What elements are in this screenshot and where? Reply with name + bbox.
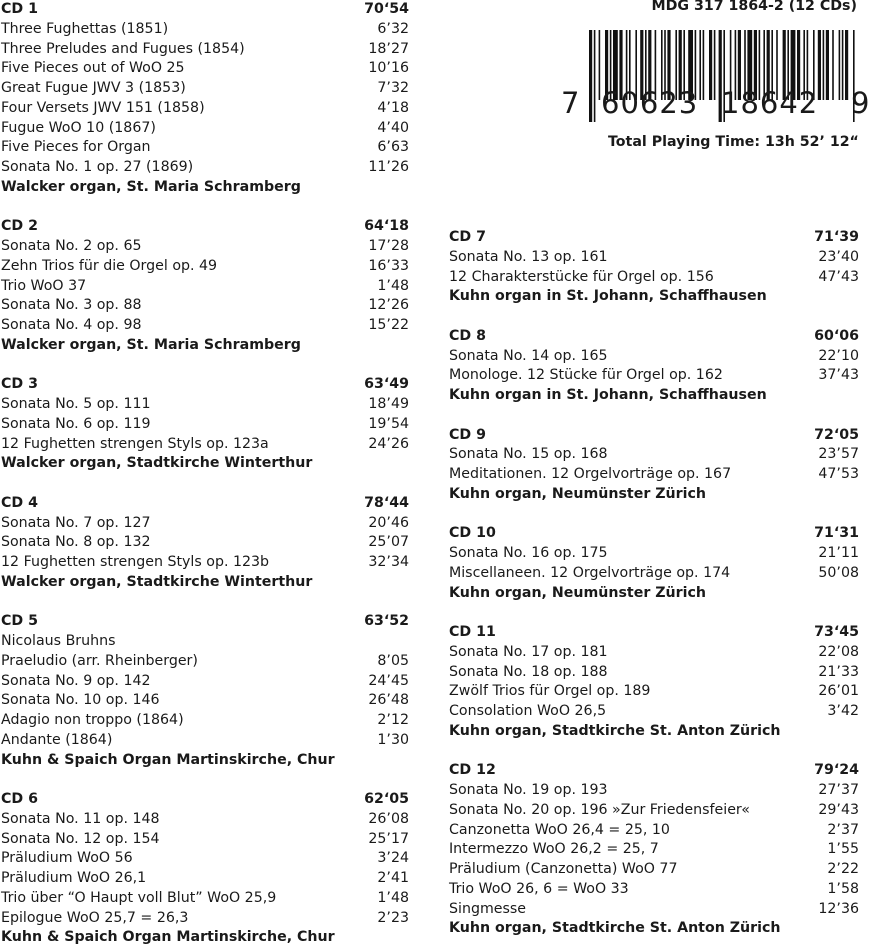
cd-block — [449, 524, 859, 623]
track-row — [1, 277, 409, 297]
cd-number: CD 10 — [449, 525, 496, 542]
track-title: Sonata No. 16 op. 175 — [449, 545, 608, 561]
spacer — [449, 406, 859, 426]
track-time: 25’17 — [368, 830, 409, 847]
track-time: 25’07 — [368, 534, 409, 551]
track-title: Andante (1864) — [1, 731, 113, 748]
organ-info — [1, 178, 409, 198]
track-row — [1, 119, 409, 139]
track-time: 1’58 — [827, 880, 859, 897]
track-time: 11’26 — [368, 159, 409, 175]
track-time: 37’43 — [818, 367, 859, 384]
cd-header — [449, 228, 859, 248]
cd-duration: 78‘44 — [364, 494, 409, 511]
track-title: Sonata No. 2 op. 65 — [1, 238, 142, 254]
track-title: Sonata No. 20 op. 196 »Zur Friedensfeier« — [449, 801, 750, 818]
organ-name: Walcker organ, St. Maria Schramberg — [1, 178, 301, 195]
cd-duration: 60‘06 — [814, 327, 859, 344]
track-time: 12’36 — [818, 900, 859, 917]
cd-block — [1, 790, 409, 948]
track-title: Sonata No. 17 op. 181 — [449, 643, 608, 660]
organ-info — [449, 722, 859, 742]
track-time: 24’45 — [368, 672, 409, 689]
track-time: 1’30 — [377, 731, 409, 748]
track-time: 23’40 — [818, 248, 859, 265]
cd-number: CD 4 — [1, 494, 38, 511]
cd-block — [449, 228, 859, 327]
spacer — [449, 307, 859, 327]
organ-name: Kuhn organ, Neumünster Zürich — [449, 584, 707, 601]
track-row — [1, 79, 409, 99]
barcode-bar — [826, 30, 829, 100]
track-time: 29’43 — [818, 801, 859, 818]
barcode-bar — [709, 30, 712, 100]
cd-number: CD 6 — [1, 791, 38, 807]
barcode-bar — [594, 30, 596, 122]
track-time: 20’46 — [368, 514, 409, 531]
cd-duration: 62‘05 — [364, 791, 409, 807]
track-title: Trio WoO 37 — [1, 277, 87, 294]
track-row — [1, 889, 409, 909]
barcode-bar — [823, 30, 825, 100]
organ-info — [1, 928, 409, 948]
cd-header — [449, 327, 859, 347]
track-title: Präludium (Canzonetta) WoO 77 — [449, 861, 678, 877]
track-time: 23’57 — [818, 446, 859, 463]
track-row — [1, 514, 409, 534]
track-row — [1, 553, 409, 573]
track-time: 6’63 — [377, 139, 409, 156]
track-time: 19’54 — [368, 415, 409, 432]
track-title: Five Pieces out of WoO 25 — [1, 60, 185, 77]
cd-number: CD 3 — [1, 376, 38, 393]
track-row — [1, 40, 409, 60]
track-time: 10’16 — [368, 60, 409, 77]
barcode-check-digit: 9 — [851, 86, 870, 120]
track-title: Four Versets JWV 151 (1858) — [1, 99, 205, 116]
barcode-group-2: 18642 — [721, 86, 819, 120]
track-row — [449, 366, 859, 386]
cd-duration: 70‘54 — [364, 1, 409, 17]
cd-number: CD 2 — [1, 218, 38, 235]
barcode-bar — [818, 30, 821, 100]
track-time: 6’32 — [377, 20, 409, 37]
cd-number: CD 5 — [1, 613, 38, 630]
track-row — [1, 158, 409, 178]
track-time: 26’48 — [368, 692, 409, 709]
cd-duration: 64‘18 — [364, 218, 409, 235]
track-row — [449, 781, 859, 801]
track-row — [1, 435, 409, 455]
track-time: 22’10 — [818, 347, 859, 364]
track-title: Canzonetta WoO 26,4 = 25, 10 — [449, 821, 670, 838]
barcode-first-digit: 7 — [561, 86, 580, 120]
cd-duration: 72‘05 — [814, 426, 859, 443]
track-time: 50’08 — [818, 564, 859, 581]
track-title: Sonata No. 14 op. 165 — [449, 347, 608, 364]
track-row — [449, 682, 859, 702]
track-time: 15’22 — [368, 317, 409, 333]
organ-info — [449, 919, 859, 939]
cd-number: CD 8 — [449, 327, 486, 344]
barcode-bar — [842, 30, 844, 100]
cd-block — [449, 327, 859, 426]
organ-name: Walcker organ, Stadtkirche Winterthur — [1, 573, 313, 590]
cd-duration: 71‘31 — [814, 525, 859, 542]
track-time: 3’24 — [377, 850, 409, 867]
track-row — [1, 810, 409, 830]
track-title: Sonata No. 3 op. 88 — [1, 297, 142, 314]
cd-header — [1, 0, 409, 20]
track-title: Fugue WoO 10 (1867) — [1, 119, 156, 136]
track-row — [1, 652, 409, 672]
track-time: 3’42 — [827, 703, 859, 719]
track-time: 1’48 — [377, 889, 409, 906]
track-title: Sonata No. 8 op. 132 — [1, 534, 151, 551]
track-row — [1, 731, 409, 751]
track-time: 2’22 — [827, 861, 859, 877]
track-title: Sonata No. 5 op. 111 — [1, 396, 151, 412]
track-time: 26’01 — [818, 683, 859, 700]
track-time: 21’33 — [818, 663, 859, 680]
track-row — [449, 840, 859, 860]
track-time: 2’12 — [377, 712, 409, 728]
cd-duration: 63‘52 — [364, 613, 409, 630]
track-time: 22’08 — [818, 643, 859, 660]
track-title: Intermezzo WoO 26,2 = 25, 7 — [449, 841, 659, 858]
track-time: 4’18 — [377, 99, 409, 116]
track-title: Sonata No. 18 op. 188 — [449, 663, 608, 680]
track-row — [1, 59, 409, 79]
track-row — [1, 415, 409, 435]
track-row — [449, 663, 859, 683]
track-time: 2’37 — [827, 821, 859, 838]
cd-block — [449, 623, 859, 761]
right-column — [449, 228, 859, 939]
track-row — [1, 632, 409, 652]
cd-header — [1, 494, 409, 514]
track-title: Sonata No. 7 op. 127 — [1, 514, 151, 531]
cd-header — [1, 217, 409, 237]
barcode-bar — [599, 30, 601, 100]
catalog-number: MDG 317 1864-2 (12 CDs) — [651, 0, 857, 14]
track-title: Sonata No. 4 op. 98 — [1, 317, 142, 333]
track-title: Three Preludes and Fugues (1854) — [1, 40, 245, 57]
cd-duration: 79‘24 — [814, 762, 859, 779]
organ-name: Kuhn organ in St. Johann, Schaffhausen — [449, 387, 767, 403]
cd-block — [1, 612, 409, 790]
track-time: 2’41 — [377, 870, 409, 886]
cd-header — [449, 426, 859, 446]
track-title: Präludium WoO 56 — [1, 850, 133, 867]
track-title: Consolation WoO 26,5 — [449, 703, 607, 719]
track-title: Nicolaus Bruhns — [1, 633, 116, 649]
track-time: 32’34 — [368, 554, 409, 570]
organ-name: Walcker organ, St. Maria Schramberg — [1, 336, 301, 353]
cd-header — [1, 612, 409, 632]
cd-header — [449, 761, 859, 781]
track-time: 26’08 — [368, 810, 409, 827]
barcode-bar — [839, 30, 841, 100]
track-row — [449, 544, 859, 564]
spacer — [1, 770, 409, 790]
track-title: Five Pieces for Organ — [1, 139, 151, 156]
track-title: Zehn Trios für die Orgel op. 49 — [1, 257, 218, 274]
track-time: 12’26 — [368, 297, 409, 314]
track-row — [1, 711, 409, 731]
spacer — [1, 356, 409, 376]
organ-name: Kuhn organ in St. Johann, Schaffhausen — [449, 288, 767, 305]
track-time: 17’28 — [368, 238, 409, 254]
cd-number: CD 1 — [1, 1, 38, 17]
track-row — [1, 869, 409, 889]
spacer — [449, 505, 859, 525]
track-row — [449, 860, 859, 880]
barcode-bar — [714, 30, 716, 100]
track-title: 12 Charakterstücke für Orgel op. 156 — [449, 268, 714, 285]
track-row — [449, 801, 859, 821]
cd-header — [1, 375, 409, 395]
organ-name: Kuhn organ, Neumünster Zürich — [449, 485, 707, 502]
spacer — [1, 198, 409, 218]
organ-info — [449, 485, 859, 505]
cd-number: CD 11 — [449, 624, 496, 640]
track-row — [1, 533, 409, 553]
track-row — [449, 880, 859, 900]
cd-header — [1, 790, 409, 810]
track-title: Präludium WoO 26,1 — [1, 870, 147, 886]
track-title: Trio über “O Haupt voll Blut” WoO 25,9 — [1, 889, 277, 906]
track-row — [1, 99, 409, 119]
track-row — [449, 564, 859, 584]
cd-block — [449, 761, 859, 939]
organ-name: Kuhn organ, Stadtkirche St. Anton Zürich — [449, 722, 781, 739]
barcode-bar — [832, 30, 834, 100]
track-title: Sonata No. 19 op. 193 — [449, 782, 608, 798]
track-time: 27’37 — [818, 782, 859, 798]
cd-duration: 63‘49 — [364, 376, 409, 393]
track-title: Monologe. 12 Stücke für Orgel op. 162 — [449, 367, 723, 384]
track-title: Epilogue WoO 25,7 = 26,3 — [1, 909, 189, 926]
track-title: Meditationen. 12 Orgelvorträge op. 167 — [449, 466, 732, 482]
track-title: Trio WoO 26, 6 = WoO 33 — [449, 880, 629, 897]
track-time: 21’11 — [818, 545, 859, 561]
cd-duration: 71‘39 — [814, 229, 859, 245]
organ-info — [1, 573, 409, 593]
cd-header — [449, 623, 859, 643]
cd-duration: 73‘45 — [814, 624, 859, 640]
track-row — [449, 347, 859, 367]
spacer — [449, 742, 859, 762]
track-time: 47’43 — [818, 268, 859, 285]
track-title: 12 Fughetten strengen Styls op. 123a — [1, 435, 269, 452]
organ-name: Kuhn & Spaich Organ Martinskirche, Chur — [1, 751, 335, 768]
track-row — [1, 849, 409, 869]
track-row — [449, 465, 859, 485]
organ-info — [449, 584, 859, 604]
cd-block — [1, 0, 409, 217]
cd-header — [449, 524, 859, 544]
track-title: Sonata No. 9 op. 142 — [1, 672, 151, 689]
track-time: 7’32 — [377, 80, 409, 96]
track-row — [1, 296, 409, 316]
track-title: Singmesse — [449, 900, 527, 917]
track-title: Three Fughettas (1851) — [1, 20, 169, 37]
track-title: Sonata No. 6 op. 119 — [1, 415, 151, 432]
track-row — [1, 672, 409, 692]
barcode-bar — [703, 30, 705, 100]
cd-number: CD 9 — [449, 426, 486, 443]
track-time: 18’27 — [368, 40, 409, 57]
organ-name: Walcker organ, Stadtkirche Winterthur — [1, 455, 313, 472]
track-row — [1, 691, 409, 711]
track-title: Sonata No. 1 op. 27 (1869) — [1, 159, 194, 175]
track-title: Sonata No. 13 op. 161 — [449, 248, 608, 265]
track-row — [1, 316, 409, 336]
track-title: Sonata No. 10 op. 146 — [1, 692, 160, 709]
track-row — [1, 830, 409, 850]
spacer — [1, 593, 409, 613]
spacer — [1, 474, 409, 494]
track-row — [1, 138, 409, 158]
track-time: 2’23 — [377, 909, 409, 926]
cd-number: CD 7 — [449, 229, 486, 245]
track-row — [1, 20, 409, 40]
cd-block — [1, 494, 409, 613]
barcode-bar — [845, 30, 848, 100]
track-title: Sonata No. 11 op. 148 — [1, 810, 160, 827]
track-title: 12 Fughetten strengen Styls op. 123b — [1, 554, 270, 570]
track-title: Miscellaneen. 12 Orgelvorträge op. 174 — [449, 564, 731, 581]
left-column — [1, 0, 409, 948]
track-title: Praeludio (arr. Rheinberger) — [1, 652, 198, 669]
organ-name: Kuhn & Spaich Organ Martinskirche, Chur — [1, 929, 335, 946]
track-time: 47’53 — [818, 466, 859, 482]
track-title: Great Fugue JWV 3 (1853) — [1, 80, 186, 96]
track-title: Sonata No. 12 op. 154 — [1, 830, 160, 847]
organ-name: Kuhn organ, Stadtkirche St. Anton Zürich — [449, 920, 781, 937]
track-time: 24’26 — [368, 435, 409, 452]
organ-info — [1, 454, 409, 474]
cd-block — [449, 426, 859, 525]
organ-info — [1, 336, 409, 356]
track-row — [1, 395, 409, 415]
track-title: Adagio non troppo (1864) — [1, 712, 184, 728]
track-time: 4’40 — [377, 119, 409, 136]
track-time: 18’49 — [368, 396, 409, 412]
track-row — [449, 643, 859, 663]
total-playing-time: Total Playing Time: 13h 52’ 12“ — [608, 134, 859, 150]
track-row — [449, 900, 859, 920]
track-time: 1’48 — [377, 277, 409, 294]
track-time: 16’33 — [368, 257, 409, 274]
spacer — [449, 603, 859, 623]
track-row — [449, 248, 859, 268]
barcode-bar — [589, 30, 592, 122]
track-row — [1, 257, 409, 277]
organ-info — [1, 751, 409, 771]
track-row — [1, 909, 409, 929]
track-title: Sonata No. 15 op. 168 — [449, 446, 608, 463]
track-title: Zwölf Trios für Orgel op. 189 — [449, 683, 651, 700]
track-row — [449, 445, 859, 465]
organ-info — [449, 287, 859, 307]
barcode-group-1: 60623 — [601, 86, 699, 120]
track-row — [1, 237, 409, 257]
track-row — [449, 821, 859, 841]
cd-block — [1, 375, 409, 494]
track-time: 8’05 — [377, 652, 409, 669]
track-time: 1’55 — [827, 841, 859, 858]
cd-block — [1, 217, 409, 375]
track-row — [449, 268, 859, 288]
track-row — [449, 702, 859, 722]
cd-number: CD 12 — [449, 762, 496, 779]
barcode-bar — [699, 30, 701, 100]
organ-info — [449, 386, 859, 406]
